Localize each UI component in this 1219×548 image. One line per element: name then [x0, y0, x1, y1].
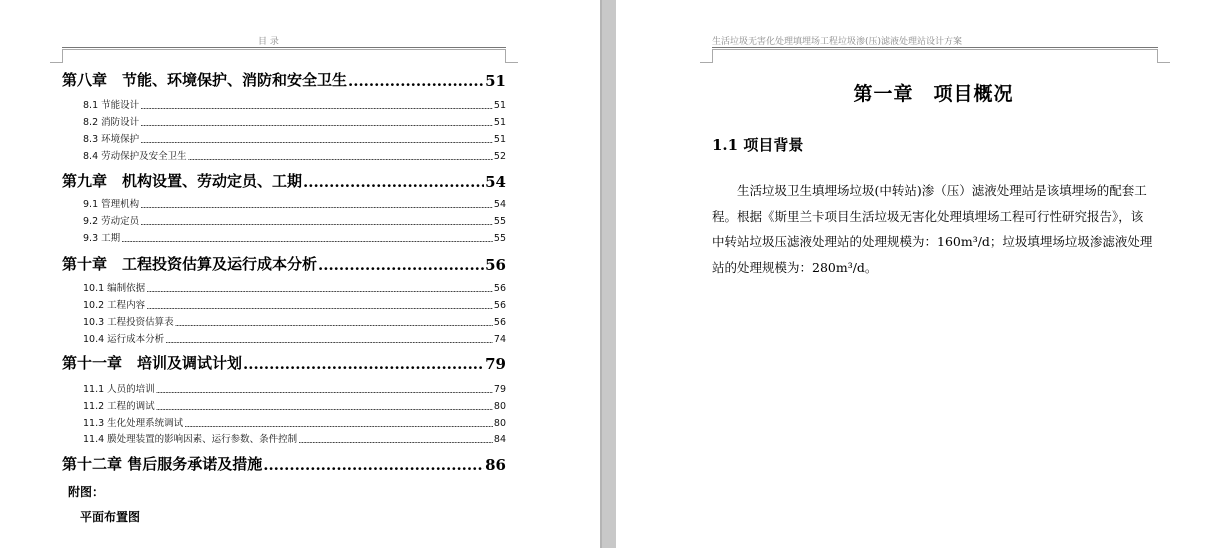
- toc-leader-dots: [156, 403, 493, 412]
- toc-page-number: 55: [493, 216, 506, 227]
- header-rule-thin: [712, 49, 1158, 50]
- toc-page-number: 56: [493, 317, 506, 328]
- toc-section-entry[interactable]: [62, 196, 506, 210]
- toc-page-number: 80: [493, 401, 506, 412]
- toc-page-number: 51: [493, 117, 506, 128]
- toc-page-number: 55: [493, 233, 506, 244]
- toc-leader-dots: [140, 102, 493, 111]
- toc-leader-dots: [146, 302, 493, 311]
- toc-page-number: 86: [485, 456, 506, 474]
- toc-entry-title: 10.2 工程内容: [83, 300, 146, 311]
- toc-section-entry[interactable]: [62, 314, 506, 328]
- toc-page-number: 56: [485, 256, 506, 274]
- toc-entry-title: 10.4 运行成本分析: [83, 334, 165, 345]
- toc-page-number: 80: [493, 418, 506, 429]
- toc-entry-title: 第八章 节能、环境保护、消防和安全卫生: [62, 71, 348, 89]
- toc-entry-title: 8.3 环境保护: [83, 134, 140, 145]
- toc-chapter-entry[interactable]: [62, 352, 506, 373]
- toc-entry-title: 第十一章 培训及调试计划: [62, 354, 243, 372]
- paragraph-line: 站的处理规模为：280m³/d。: [712, 259, 878, 275]
- toc-entry-title: 11.3 生化处理系统调试: [83, 418, 184, 429]
- toc-entry-title: 第十章 工程投资估算及运行成本分析: [62, 255, 318, 273]
- toc-section-entry[interactable]: [62, 97, 506, 111]
- toc-leader-dots: [263, 456, 484, 474]
- toc-section-entry[interactable]: [62, 213, 506, 227]
- toc-section-entry[interactable]: [62, 431, 506, 445]
- toc-page-number: 51: [485, 72, 506, 90]
- toc-entry-title: 11.2 工程的调试: [83, 401, 155, 412]
- toc-leader-dots: [303, 173, 484, 191]
- toc-chapter-entry[interactable]: [62, 69, 506, 90]
- toc-section-entry[interactable]: [62, 331, 506, 345]
- toc-entry-title: 9.2 劳动定员: [83, 216, 140, 227]
- toc-entry-title: 11.1 人员的培训: [83, 384, 155, 395]
- toc-leader-dots: [140, 119, 493, 128]
- margin-corner-right: [505, 49, 506, 63]
- toc-leader-dots: [156, 386, 493, 395]
- appendix-label: 附图：: [68, 485, 105, 499]
- margin-corner-right-h: [506, 62, 518, 63]
- header-rule: [62, 47, 506, 48]
- toc-leader-dots: [146, 285, 493, 294]
- toc-section-entry[interactable]: [62, 381, 506, 395]
- header-rule-thin: [62, 49, 506, 50]
- toc-leader-dots: [318, 256, 484, 274]
- doc-header-title: 生活垃圾无害化处理填埋场工程垃圾渗(压)滤液处理站设计方案: [712, 37, 963, 47]
- toc-entry-title: 9.3 工期: [83, 233, 121, 244]
- content-page: [616, 0, 1219, 548]
- toc-entry-title: 11.4 膜处理装置的影响因素、运行参数、条件控制: [83, 434, 298, 445]
- header-rule: [712, 47, 1158, 48]
- toc-leader-dots: [140, 201, 493, 210]
- margin-corner-right-h: [1158, 62, 1170, 63]
- chapter-title: 第一章 项目概况: [853, 83, 1014, 105]
- toc-page-number: 56: [493, 300, 506, 311]
- page-gutter: [600, 0, 616, 548]
- toc-entry-title: 9.1 管理机构: [83, 199, 140, 210]
- toc-leader-dots: [165, 336, 493, 345]
- toc-chapter-entry[interactable]: [62, 170, 506, 191]
- toc-entry-title: 第九章 机构设置、劳动定员、工期: [62, 172, 303, 190]
- margin-corner-left-h: [50, 62, 62, 63]
- toc-leader-dots: [121, 235, 493, 244]
- margin-corner-left-h: [700, 62, 712, 63]
- toc-entry-title: 10.3 工程投资估算表: [83, 317, 174, 328]
- toc-page-number: 56: [493, 283, 506, 294]
- toc-section-entry[interactable]: [62, 148, 506, 162]
- toc-page-number: 51: [493, 134, 506, 145]
- margin-corner-right: [1157, 49, 1158, 63]
- toc-leader-dots: [175, 319, 493, 328]
- toc-entry-title: 8.1 节能设计: [83, 100, 140, 111]
- paragraph-line: 中转站垃圾压滤液处理站的处理规模为：160m³/d；垃圾填埋场垃圾渗滤液处理: [712, 234, 1153, 249]
- section-title: 1.1 项目背景: [712, 136, 804, 154]
- toc-entry-title: 第十二章 售后服务承诺及措施: [62, 455, 263, 473]
- paragraph-line: 生活垃圾卫生填埋场垃圾(中转站)渗（压）滤液处理站是该填埋场的配套工: [737, 183, 1147, 198]
- body-paragraph: [712, 178, 1158, 280]
- appendix-item: 平面布置图: [80, 510, 141, 524]
- toc-section-entry[interactable]: [62, 297, 506, 311]
- margin-corner-left: [712, 49, 713, 63]
- toc-leader-dots: [298, 436, 493, 445]
- toc-leader-dots: [243, 355, 484, 373]
- toc-section-entry[interactable]: [62, 415, 506, 429]
- margin-corner-left: [62, 49, 63, 63]
- toc-section-entry[interactable]: [62, 230, 506, 244]
- toc-chapter-entry[interactable]: [62, 253, 506, 274]
- toc-leader-dots: [140, 218, 493, 227]
- toc-leader-dots: [140, 136, 493, 145]
- toc-entry-title: 8.4 劳动保护及安全卫生: [83, 151, 187, 162]
- toc-section-entry[interactable]: [62, 398, 506, 412]
- toc-chapter-entry[interactable]: [62, 453, 506, 474]
- toc-entry-title: 8.2 消防设计: [83, 117, 140, 128]
- toc-page-number: 54: [493, 199, 506, 210]
- toc-entry-title: 10.1 编制依据: [83, 283, 146, 294]
- toc-leader-dots: [184, 420, 493, 429]
- toc-section-entry[interactable]: [62, 114, 506, 128]
- toc-page-number: 54: [485, 173, 506, 191]
- toc-leader-dots: [348, 72, 484, 90]
- paragraph-line: 程。根据《斯里兰卡项目生活垃圾无害化处理填埋场工程可行性研究报告》，该: [712, 208, 1144, 224]
- toc-page-number: 51: [493, 100, 506, 111]
- toc-section-entry[interactable]: [62, 131, 506, 145]
- toc-page-number: 52: [493, 151, 506, 162]
- toc-leader-dots: [188, 153, 493, 162]
- toc-page-number: 79: [485, 355, 506, 373]
- toc-page-number: 84: [493, 434, 506, 445]
- toc-page-number: 79: [493, 384, 506, 395]
- toc-page-number: 74: [493, 334, 506, 345]
- toc-page: [0, 0, 600, 548]
- toc-header-title: 目 录: [258, 37, 279, 47]
- toc-section-entry[interactable]: [62, 280, 506, 294]
